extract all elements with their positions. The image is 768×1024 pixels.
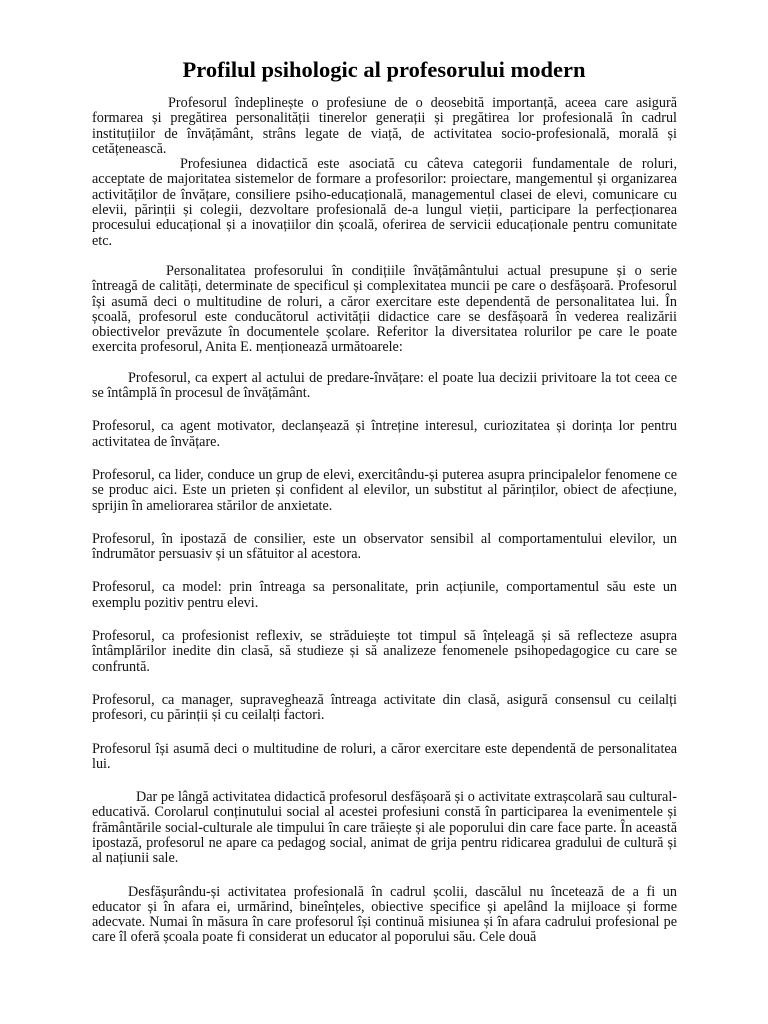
- paragraph-educator: Desfășurându-și activitatea profesională în cadrul școlii, dascălul nu încetează de a fi un educator și în afara ei, urmărind, bineînțeles, obiective specifice și apelând la mijloace și forme adecvate. Numai în măsura în care profesorul își continuă misiunea și în afara cadrului profesional pe care îl oferă școala poate fi considerat un educator al poporului său. Cele două: [92, 883, 677, 946]
- paragraph-role-expert: Profesorul, ca expert al actului de predare-învățare: el poate lua decizii privitoare la tot ceea ce se întâmplă în procesul de învățământ.: [92, 369, 677, 402]
- paragraph-role-leader: Profesorul, ca lider, conduce un grup de elevi, exercitându-și puterea asupra principalelor fenomene ce se produc aici. Este un prieten și confident al elevilor, un substitut al părinților, obiect de afecțiune, sprijin în ameliorarea stărilor de anxietate.: [92, 466, 677, 514]
- document-body: [92, 96, 677, 946]
- paragraph-extracurricular: Dar pe lângă activitatea didactică profesorul desfășoară și o activitate extrașcolară sau cultural-educativă. Corolarul conținutului social al acestei profesiuni constă în participarea la evenimentele și frământările social-culturale ale timpului în care trăiește și ale poporului din care face parte. În această ipostază, profesorul ne apare ca pedagog social, animat de grija pentru ridicarea gradului de cultură și al națiunii sale.: [92, 789, 677, 867]
- paragraph-role-motivator: Profesorul, ca agent motivator, declanșează și întreține interesul, curiozitatea și dorința lor pentru activitatea de învățare.: [92, 418, 677, 450]
- paragraph-personality: Personalitatea profesorului în condițiile învățământului actual presupune și o serie întreagă de calități, determinate de specificul și complexitatea muncii pe care o desfășoară. Profesorul își asumă deci o multitudine de roluri, a căror exercitare este dependentă de personalitatea lui. În școală, profesorul este conducătorul activității didactice care se desfășoară în vederea realizării obiectivelor prevăzute în documentele școlare. Referitor la diversitatea rolurilor pe care le poate exercita profesorul, Anita E. menționează următoarele:: [92, 262, 677, 356]
- paragraph-role-manager: Profesorul, ca manager, supraveghează întreaga activitate din clasă, asigură consensul cu ceilalți profesori, cu părinții și cu ceilalți factori.: [92, 691, 677, 724]
- paragraph-role-counselor: Profesorul, în ipostază de consilier, este un observator sensibil al comportamentului elevilor, un îndrumător persuasiv și un sfătuitor al acestora.: [92, 530, 677, 563]
- document-title: Profilul psihologic al profesorului modern: [182, 57, 586, 82]
- paragraph-role-model: Profesorul, ca model: prin întreaga sa personalitate, prin acțiunile, comportamentul său este un exemplu pozitiv pentru elevi.: [92, 579, 677, 611]
- paragraph-role-reflexive: Profesorul, ca profesionist reflexiv, se străduiește tot timpul să înțeleagă și să reflecteze asupra întâmplărilor inedite din clasă, să studieze și să analizeze fenomenele psihopedagogice cu care se confruntă.: [92, 628, 677, 675]
- paragraph-roles: Profesiunea didactică este asociată cu câteva categorii fundamentale de roluri, acceptate de majoritatea sistemelor de formare a profesorilor: proiectare, mangementul și organizarea activităților de învățare, consiliere psiho-educațională, managementul clasei de elevi, comunicare cu elevii, părinții și colegii, dezvoltare profesională de-a lungul vieții, participare la perfecționarea procesului educațional și a inovațiilor din școală, oferirea de servicii educaționale pentru comunitate etc.: [92, 156, 677, 249]
- paragraph-intro: Profesorul îndeplinește o profesiune de o deosebită importanță, aceea care asigură formarea și pregătirea personalității tinerelor generații și pregătirea lor profesională în cadrul instituțiilor de învățământ, strâns legate de viață, de activitatea socio-profesională, morală și cetățenească.: [92, 95, 677, 157]
- paragraph-roles-summary: Profesorul își asumă deci o multitudine de roluri, a căror exercitare este dependentă de personalitatea lui.: [92, 740, 677, 772]
